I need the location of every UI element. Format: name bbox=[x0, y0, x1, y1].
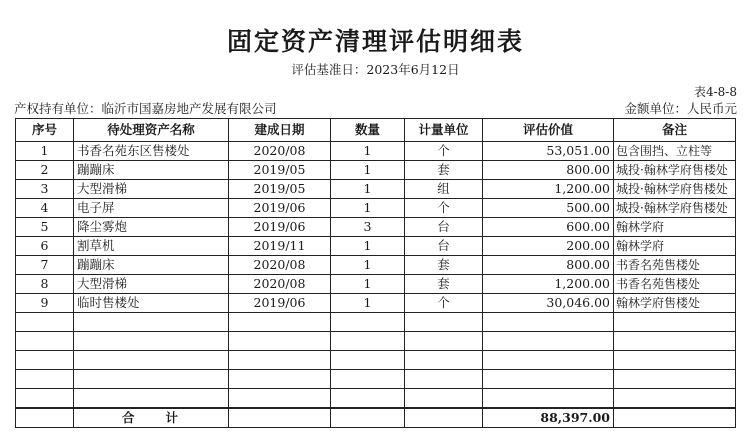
table-row bbox=[16, 294, 736, 313]
col-header-unit: 计量单位 bbox=[405, 119, 483, 142]
cell-date: 2019/05 bbox=[229, 180, 331, 199]
cell-name: 蹦蹦床 bbox=[74, 256, 229, 275]
cell-no: 8 bbox=[16, 275, 74, 294]
total-row bbox=[16, 408, 736, 428]
cell-no: 2 bbox=[16, 161, 74, 180]
cell-qty: 1 bbox=[331, 237, 405, 256]
cell-date: 2019/06 bbox=[229, 199, 331, 218]
cell-qty: 1 bbox=[331, 161, 405, 180]
cell-unit: 台 bbox=[405, 218, 483, 237]
cell-name: 书香名苑东区售楼处 bbox=[74, 142, 229, 161]
cell-no: 6 bbox=[16, 237, 74, 256]
col-header-no: 序号 bbox=[16, 119, 74, 142]
cell-qty: 3 bbox=[331, 218, 405, 237]
table-row bbox=[16, 199, 736, 218]
cell-no: 9 bbox=[16, 294, 74, 313]
cell-note: 包含围挡、立柱等 bbox=[614, 142, 736, 161]
cell-unit: 个 bbox=[405, 142, 483, 161]
cell-date: 2020/08 bbox=[229, 275, 331, 294]
cell-unit: 套 bbox=[405, 161, 483, 180]
col-header-qty: 数量 bbox=[331, 119, 405, 142]
total-value: 88,397.00 bbox=[483, 408, 614, 428]
cell-unit: 套 bbox=[405, 275, 483, 294]
empty-row bbox=[16, 389, 736, 409]
table-row bbox=[16, 180, 736, 199]
cell-note: 翰林学府 bbox=[614, 237, 736, 256]
cell-unit: 台 bbox=[405, 237, 483, 256]
col-header-value: 评估价值 bbox=[483, 119, 614, 142]
cell-qty: 1 bbox=[331, 294, 405, 313]
cell-qty: 1 bbox=[331, 275, 405, 294]
cell-note: 翰林学府 bbox=[614, 218, 736, 237]
table-number: 表4-8-8 bbox=[693, 85, 737, 99]
cell-value: 600.00 bbox=[483, 218, 614, 237]
table-row bbox=[16, 142, 736, 161]
cell-name: 大型滑梯 bbox=[74, 275, 229, 294]
cell-date: 2019/11 bbox=[229, 237, 331, 256]
cell-name: 蹦蹦床 bbox=[74, 161, 229, 180]
col-header-date: 建成日期 bbox=[229, 119, 331, 142]
owner-unit: 产权持有单位：临沂市国嘉房地产发展有限公司 bbox=[14, 101, 277, 116]
cell-note: 城投·翰林学府售楼处 bbox=[614, 199, 736, 218]
cell-name: 大型滑梯 bbox=[74, 180, 229, 199]
cell-no: 5 bbox=[16, 218, 74, 237]
cell-no: 3 bbox=[16, 180, 74, 199]
currency-unit: 金额单位：人民币元 bbox=[624, 101, 737, 116]
empty-row bbox=[16, 351, 736, 370]
table-row bbox=[16, 161, 736, 180]
cell-qty: 1 bbox=[331, 199, 405, 218]
empty-row bbox=[16, 370, 736, 389]
cell-no: 1 bbox=[16, 142, 74, 161]
col-header-note: 备注 bbox=[614, 119, 736, 142]
cell-note: 城投·翰林学府售楼处 bbox=[614, 161, 736, 180]
cell-unit: 组 bbox=[405, 180, 483, 199]
cell-name: 临时售楼处 bbox=[74, 294, 229, 313]
empty-row bbox=[16, 332, 736, 351]
cell-date: 2020/08 bbox=[229, 256, 331, 275]
col-header-name: 待处理资产名称 bbox=[74, 119, 229, 142]
cell-unit: 套 bbox=[405, 256, 483, 275]
cell-name: 割草机 bbox=[74, 237, 229, 256]
empty-row bbox=[16, 313, 736, 332]
cell-qty: 1 bbox=[331, 180, 405, 199]
cell-qty: 1 bbox=[331, 256, 405, 275]
cell-name: 降尘雾炮 bbox=[74, 218, 229, 237]
cell-value: 500.00 bbox=[483, 199, 614, 218]
cell-date: 2019/05 bbox=[229, 161, 331, 180]
total-label: 合 计 bbox=[74, 408, 229, 428]
table-row bbox=[16, 237, 736, 256]
cell-value: 1,200.00 bbox=[483, 180, 614, 199]
cell-unit: 个 bbox=[405, 199, 483, 218]
asset-table bbox=[15, 118, 736, 428]
table-row bbox=[16, 256, 736, 275]
cell-value: 800.00 bbox=[483, 161, 614, 180]
cell-value: 53,051.00 bbox=[483, 142, 614, 161]
valuation-date: 评估基准日：2023年6月12日 bbox=[291, 62, 460, 77]
cell-value: 1,200.00 bbox=[483, 275, 614, 294]
cell-no: 7 bbox=[16, 256, 74, 275]
cell-date: 2020/08 bbox=[229, 142, 331, 161]
cell-note: 书香名苑售楼处 bbox=[614, 275, 736, 294]
table-row bbox=[16, 275, 736, 294]
page-title: 固定资产清理评估明细表 bbox=[226, 27, 524, 56]
cell-value: 30,046.00 bbox=[483, 294, 614, 313]
cell-value: 200.00 bbox=[483, 237, 614, 256]
cell-date: 2019/06 bbox=[229, 294, 331, 313]
cell-note: 书香名苑售楼处 bbox=[614, 256, 736, 275]
cell-no: 4 bbox=[16, 199, 74, 218]
cell-qty: 1 bbox=[331, 142, 405, 161]
table-row bbox=[16, 218, 736, 237]
cell-date: 2019/06 bbox=[229, 218, 331, 237]
cell-note: 翰林学府售楼处 bbox=[614, 294, 736, 313]
cell-note: 城投·翰林学府售楼处 bbox=[614, 180, 736, 199]
cell-unit: 个 bbox=[405, 294, 483, 313]
table-header-row bbox=[16, 119, 736, 142]
cell-value: 800.00 bbox=[483, 256, 614, 275]
cell-name: 电子屏 bbox=[74, 199, 229, 218]
